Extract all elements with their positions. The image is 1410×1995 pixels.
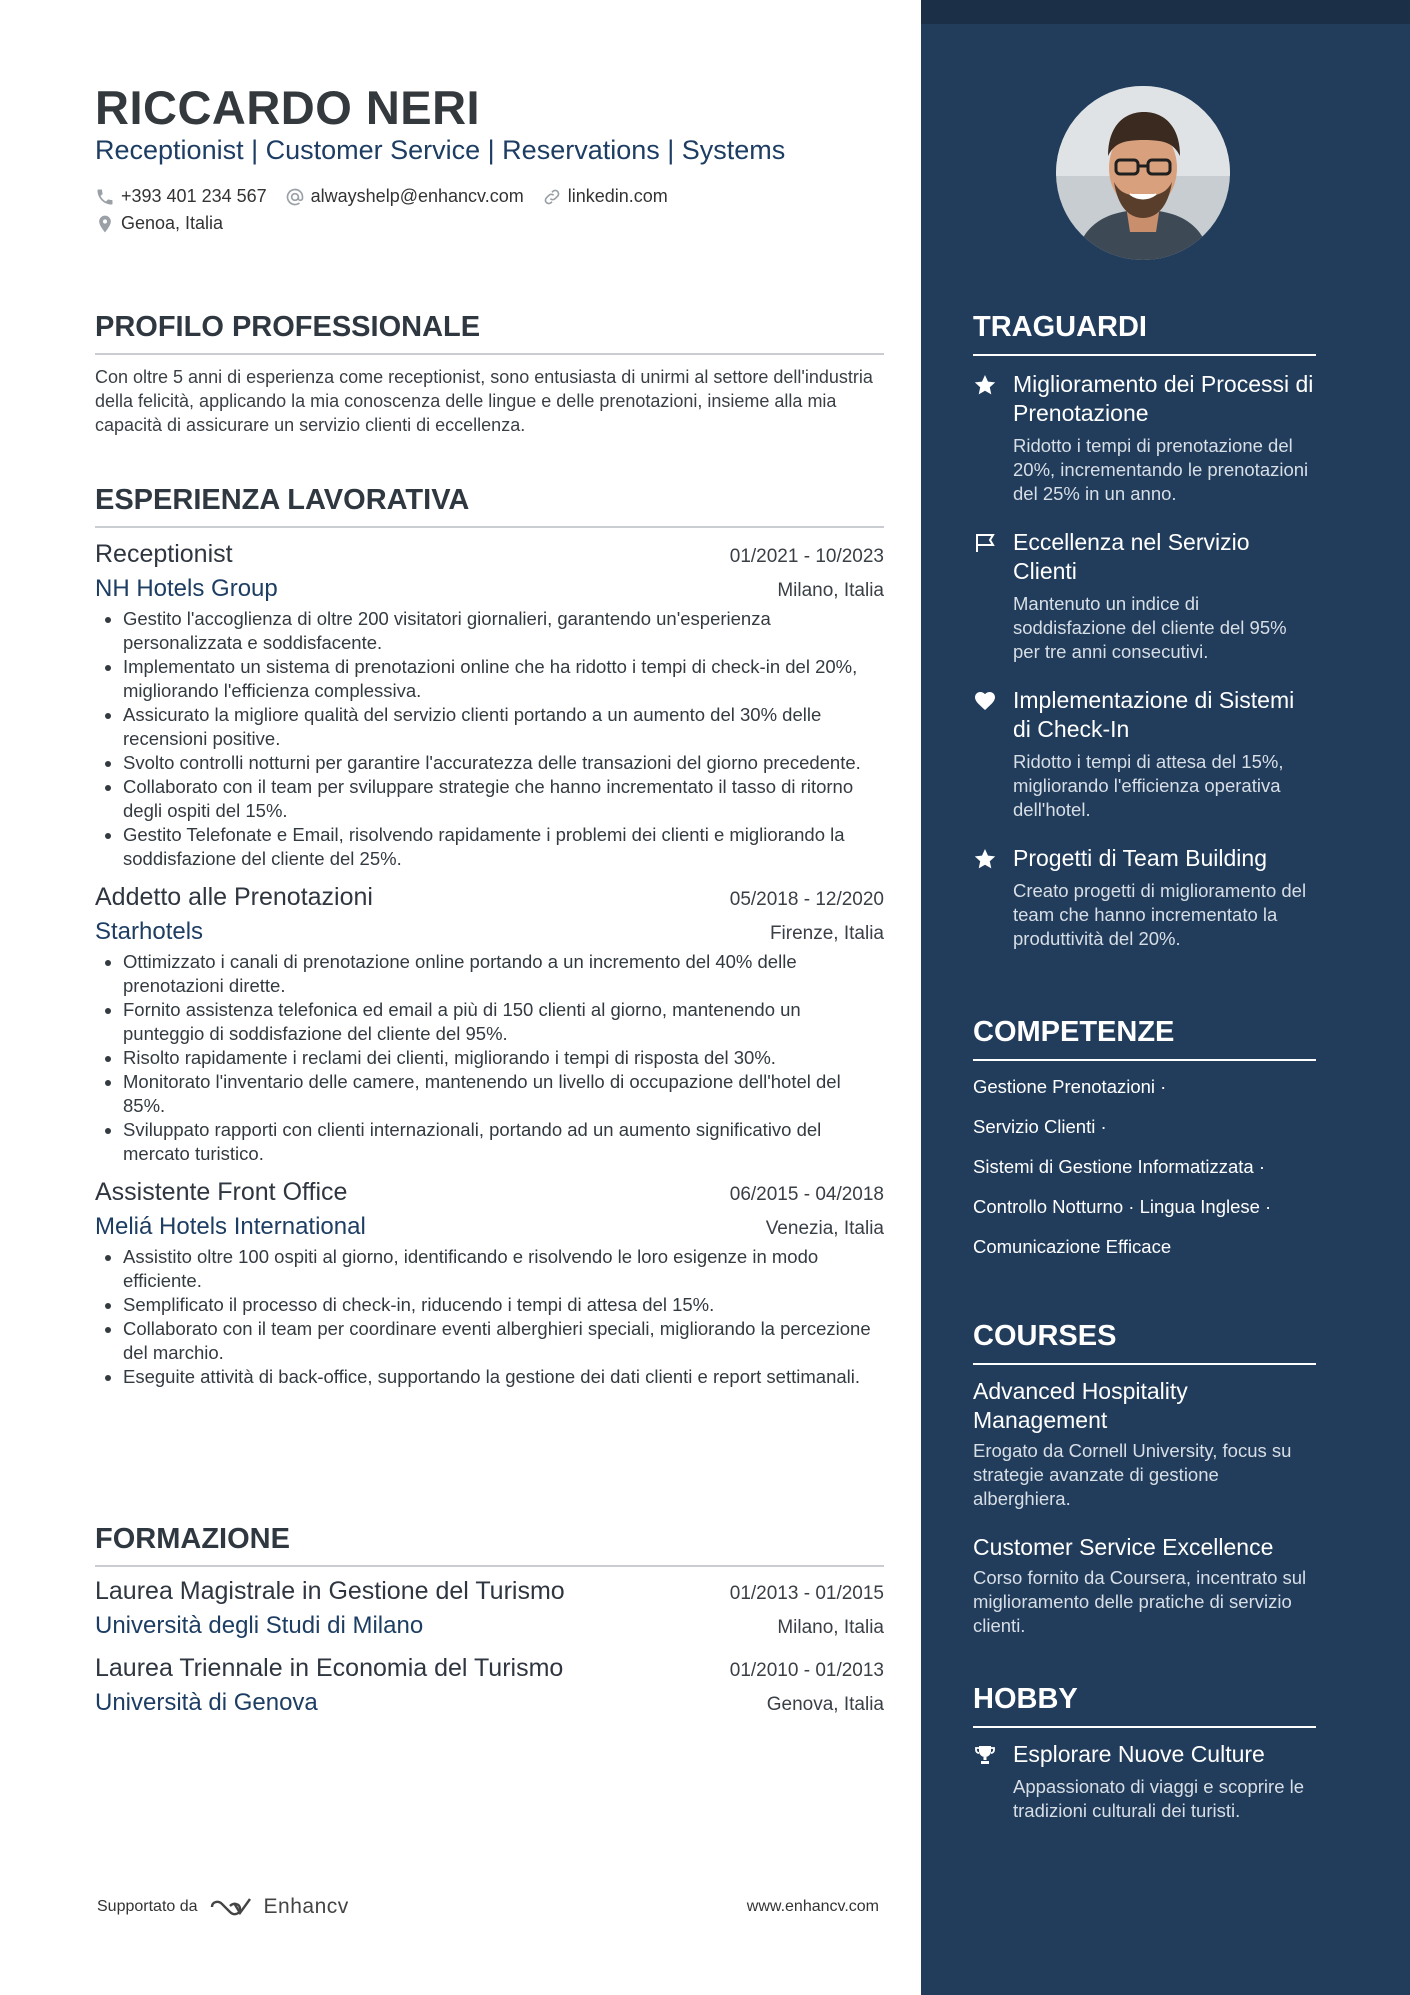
achievement-item [973, 370, 1316, 506]
contact-row [95, 186, 686, 207]
achievement-title: Implementazione di Sistemi di Check-In [1013, 686, 1295, 742]
skill-line: Comunicazione Efficace [973, 1235, 1172, 1257]
skill-line: Servizio Clienti · [973, 1115, 1107, 1137]
job-role: Assistente Front Office [95, 1177, 348, 1206]
at-icon [285, 187, 305, 207]
avatar-photo-icon [1056, 86, 1230, 260]
job-dates: 01/2021 - 10/2023 [729, 545, 884, 567]
phone-text: +393 401 234 567 [121, 186, 267, 206]
education-dates: 01/2010 - 01/2013 [729, 1659, 884, 1681]
experience-title: ESPERIENZA LAVORATIVA [95, 485, 884, 528]
job-role: Receptionist [95, 539, 233, 568]
course-item [973, 1533, 1316, 1638]
education-entry [95, 1577, 884, 1640]
achievements-section [973, 312, 1316, 951]
hobby-desc: Appassionato di viaggi e scoprire le tradizioni culturali dei turisti. [1013, 1775, 1305, 1821]
job-company: Meliá Hotels International [95, 1212, 366, 1240]
achievement-item [973, 528, 1316, 664]
job-dates: 05/2018 - 12/2020 [729, 888, 884, 910]
degree: Laurea Magistrale in Gestione del Turismo [95, 1576, 565, 1605]
school: Università di Genova [95, 1688, 318, 1716]
education-location: Milano, Italia [777, 1616, 884, 1638]
achievement-item [973, 686, 1316, 822]
location-row [95, 213, 241, 234]
education-section [95, 1524, 884, 1717]
job-bullet: • Gestito l'accoglienza di oltre 200 visitatori giornalieri, garantendo un'esperienza personalizzata e soddisfacente. [123, 607, 884, 655]
job-bullets [95, 950, 884, 1166]
avatar [1056, 86, 1230, 260]
linkedin-contact[interactable] [542, 186, 668, 207]
achievement-item [973, 844, 1316, 951]
education-dates: 01/2013 - 01/2015 [729, 1582, 884, 1604]
job-bullet: • Assistito oltre 100 ospiti al giorno, identificando e risolvendo le loro esigenze in modo efficiente. [123, 1245, 884, 1293]
skills-title: COMPETENZE [973, 1017, 1316, 1061]
enhancv-logo-icon [208, 1895, 256, 1919]
job-bullet: • Assicurato la migliore qualità del servizio clienti portando a un aumento del 30% delle recensioni positive. [123, 703, 884, 751]
supported-by [97, 1895, 349, 1919]
job-bullet: • Fornito assistenza telefonica ed email a più di 150 clienti al giorno, mantenendo un punteggio di soddisfazione del cliente del 95%. [123, 998, 884, 1046]
brand-name: Enhancv [263, 1895, 349, 1918]
courses-section [973, 1321, 1316, 1638]
education-location: Genova, Italia [766, 1693, 884, 1715]
job-company: NH Hotels Group [95, 574, 278, 602]
skill-line: Gestione Prenotazioni · [973, 1075, 1167, 1097]
job-bullet: • Eseguite attività di back-office, supportando la gestione dei dati clienti e report settimanali. [123, 1365, 884, 1389]
job-entry [95, 1178, 884, 1389]
job-bullet: • Implementato un sistema di prenotazioni online che ha ridotto i tempi di check-in del 20%, migliorando l'efficienza complessiva. [123, 655, 884, 703]
job-location: Firenze, Italia [769, 922, 884, 944]
course-item [973, 1377, 1316, 1511]
skill-line: Controllo Notturno · Lingua Inglese · [973, 1195, 1272, 1217]
job-bullet: • Sviluppato rapporti con clienti internazionali, portando ad un aumento significativo del mercato turistico. [123, 1118, 884, 1166]
experience-section [95, 485, 884, 1389]
education-title: FORMAZIONE [95, 1524, 884, 1567]
job-bullet: • Collaborato con il team per coordinare eventi alberghieri speciali, migliorando la percezione del marchio. [123, 1317, 884, 1365]
heart-icon [973, 689, 997, 713]
degree: Laurea Triennale in Economia del Turismo [95, 1653, 564, 1682]
course-desc: Erogato da Cornell University, focus su strategie avanzate di gestione alberghiera. [973, 1439, 1292, 1509]
job-entry [95, 540, 884, 871]
achievement-desc: Creato progetti di miglioramento del team che hanno incrementato la produttività del 20%. [1013, 879, 1307, 949]
job-bullet: • Risolto rapidamente i reclami dei clienti, migliorando i tempi di risposta del 30%. [123, 1046, 884, 1070]
star-icon [973, 373, 997, 397]
achievement-desc: Ridotto i tempi di attesa del 15%, migliorando l'efficienza operativa dell'hotel. [1013, 750, 1284, 820]
map-pin-icon [95, 214, 115, 234]
email-contact[interactable] [285, 186, 524, 207]
skills-list [973, 1075, 1316, 1259]
flag-icon [973, 531, 997, 555]
job-role: Addetto alle Prenotazioni [95, 882, 373, 911]
job-bullet: • Gestito Telefonate e Email, risolvendo rapidamente i problemi dei clienti e migliorando la soddisfazione del cliente del 25%. [123, 823, 884, 871]
linkedin-text: linkedin.com [567, 186, 668, 206]
location-text: Genoa, Italia [121, 213, 224, 233]
trophy-icon [973, 1743, 997, 1767]
profile-summary: Con oltre 5 anni di esperienza come receptionist, sono entusiasta di unirmi al settore dell'industria della felicità, applicando la mia conoscenza delle lingue e delle prenotazioni, insieme alla mia capacità di assicurare un servizio clienti di eccellenza. [95, 366, 873, 435]
sidebar-top-bar [921, 0, 1410, 24]
footer [97, 1895, 879, 1919]
skills-section [973, 1017, 1316, 1259]
link-icon [542, 187, 562, 207]
achievement-title: Miglioramento dei Processi di Prenotazione [1013, 370, 1314, 426]
hobby-title-text: Esplorare Nuove Culture [1013, 1740, 1265, 1767]
course-title: Customer Service Excellence [973, 1533, 1274, 1560]
course-desc: Corso fornito da Coursera, incentrato sul miglioramento delle pratiche di servizio clienti. [973, 1566, 1307, 1636]
job-location: Venezia, Italia [765, 1217, 884, 1239]
profile-section [95, 312, 884, 437]
courses-title: COURSES [973, 1321, 1316, 1365]
achievement-title: Progetti di Team Building [1013, 844, 1267, 871]
job-bullets [95, 607, 884, 871]
job-bullet: • Monitorato l'inventario delle camere, mantenendo un livello di occupazione dell'hotel del 85%. [123, 1070, 884, 1118]
job-bullet: • Semplificato il processo di check-in, riducendo i tempi di attesa del 15%. [123, 1293, 884, 1317]
phone-icon [95, 187, 115, 207]
star-icon [973, 847, 997, 871]
supported-by-label: Supportato da [97, 1898, 198, 1915]
location-contact [95, 213, 223, 234]
hobby-title: HOBBY [973, 1684, 1316, 1728]
job-entry [95, 883, 884, 1166]
job-bullet: • Ottimizzato i canali di prenotazione online portando a un incremento del 40% delle prenotazioni dirette. [123, 950, 884, 998]
phone-contact [95, 186, 267, 207]
candidate-name: RICCARDO NERI [95, 81, 481, 134]
job-bullets [95, 1245, 884, 1389]
achievements-title: TRAGUARDI [973, 312, 1316, 356]
profile-title: PROFILO PROFESSIONALE [95, 312, 884, 355]
hobby-item [973, 1740, 1316, 1823]
headline: Receptionist | Customer Service | Reservations | Systems [95, 135, 786, 165]
school: Università degli Studi di Milano [95, 1611, 424, 1639]
education-entry [95, 1654, 884, 1717]
course-title: Advanced Hospitality Management [973, 1377, 1188, 1433]
job-bullet: • Svolto controlli notturni per garantire l'accuratezza delle transazioni del giorno precedente. [123, 751, 884, 775]
footer-url[interactable]: www.enhancv.com [746, 1898, 879, 1915]
hobby-section [973, 1684, 1316, 1823]
skill-line: Sistemi di Gestione Informatizzata · [973, 1155, 1265, 1177]
job-dates: 06/2015 - 04/2018 [729, 1183, 884, 1205]
job-company: Starhotels [95, 917, 204, 945]
job-bullet: • Collaborato con il team per sviluppare strategie che hanno incrementato il tasso di ritorno degli ospiti del 15%. [123, 775, 884, 823]
job-location: Milano, Italia [777, 579, 884, 601]
achievement-title: Eccellenza nel Servizio Clienti [1013, 528, 1250, 584]
achievement-desc: Mantenuto un indice di soddisfazione del cliente del 95% per tre anni consecutivi. [1013, 592, 1287, 662]
achievement-desc: Ridotto i tempi di prenotazione del 20%, incrementando le prenotazioni del 25% in un anno. [1013, 434, 1309, 504]
email-text: alwayshelp@enhancv.com [310, 186, 524, 206]
